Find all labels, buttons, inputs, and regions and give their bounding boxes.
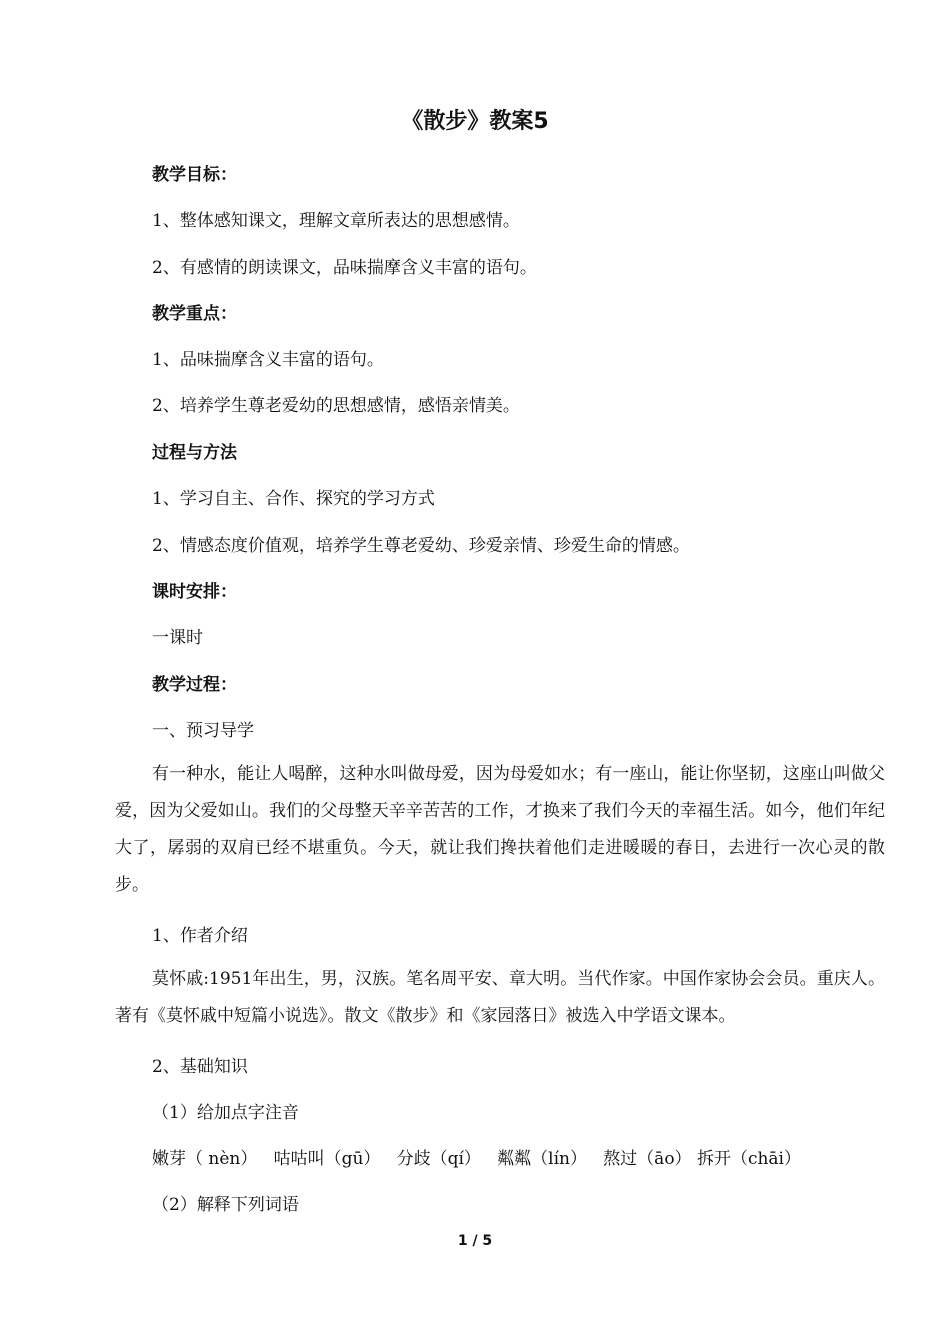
- process-method-item-2: 2、情感态度价值观，培养学生尊老爱幼、珍爱亲情、珍爱生命的情感。: [152, 536, 690, 556]
- pinyin-heading: （1）给加点字注音: [152, 1103, 299, 1123]
- document-title: 《散步》教案5: [401, 109, 549, 134]
- basics-heading: 2、基础知识: [152, 1057, 248, 1077]
- intro-paragraph: 有一种水，能让人喝醉，这种水叫做母爱，因为母爱如水；有一座山，能让你坚韧，这座山叫做父爱，因为父爱如山。我们的父母整天辛辛苦苦的工作，才换来了我们今天的幸福生活。如今，他们年纪大了，孱弱的双肩已经不堪重负。今天，就让我们搀扶着他们走进暖暖的春日，去进行一次心灵的散步。: [115, 764, 885, 895]
- page-number: 1 / 5: [457, 1233, 493, 1249]
- section-preview-heading: 一、预习导学: [152, 721, 254, 741]
- key-points-heading: 教学重点：: [152, 304, 237, 324]
- key-point-item-1: 1、品味揣摩含义丰富的语句。: [152, 350, 384, 370]
- schedule-value: 一课时: [152, 628, 203, 648]
- author-heading: 1、作者介绍: [152, 926, 248, 946]
- objectives-heading: 教学目标：: [152, 165, 237, 185]
- process-method-item-1: 1、学习自主、合作、探究的学习方式: [152, 489, 435, 509]
- process-method-heading: 过程与方法: [152, 443, 237, 463]
- key-point-item-2: 2、培养学生尊老爱幼的思想感情，感悟亲情美。: [152, 396, 520, 416]
- teaching-process-heading: 教学过程：: [152, 675, 237, 695]
- schedule-heading: 课时安排：: [152, 582, 237, 602]
- author-paragraph: 莫怀戚:1951年出生，男，汉族。笔名周平安、章大明。当代作家。中国作家协会会员。重庆人。著有《莫怀戚中短篇小说选》。散文《散步》和《家园落日》被选入中学语文课本。: [115, 969, 885, 1026]
- pinyin-line: 嫩芽（ nèn） 咕咕叫（gū） 分歧（qí） 粼粼（lín） 熬过（āo） 拆开（chāi）: [152, 1149, 801, 1169]
- words-heading: （2）解释下列词语: [152, 1195, 299, 1215]
- objective-item-2: 2、有感情的朗读课文，品味揣摩含义丰富的语句。: [152, 258, 537, 278]
- objective-item-1: 1、整体感知课文，理解文章所表达的思想感情。: [152, 211, 520, 231]
